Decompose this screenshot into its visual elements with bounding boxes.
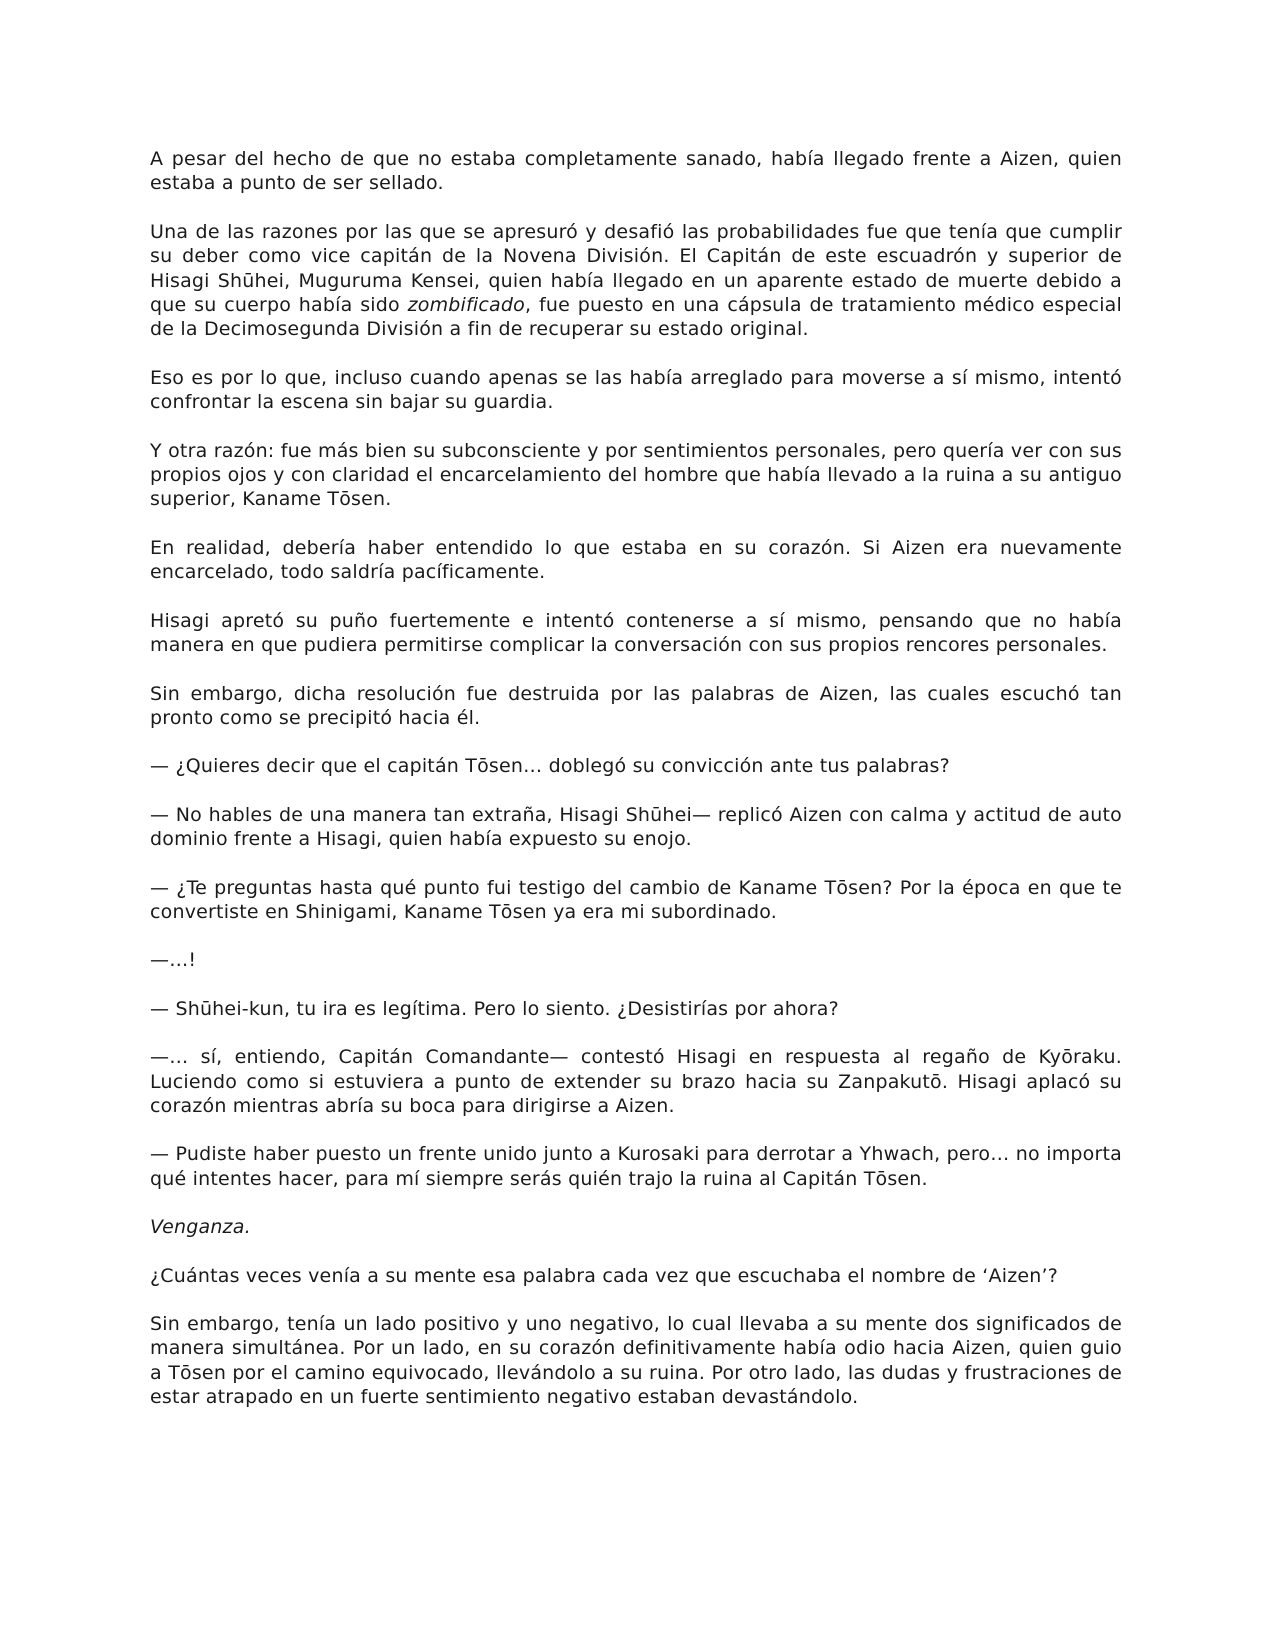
paragraph-final: Sin embargo, tenía un lado positivo y uno negativo, lo cual llevaba a su mente dos significados de manera simultánea. Por un lado, en su corazón definitivamente había odio hacia Aizen, quien guio a Tōsen por el camino equivocado, llevándolo a su ruina. Por otro lado, las dudas y frustraciones de estar atrapado en un fuerte sentimiento negativo estaban devastándolo. (150, 1313, 1122, 1409)
paragraph-4: Y otra razón: fue más bien su subconsciente y por sentimientos personales, pero quería ver con sus propios ojos y con claridad el encarcelamiento del hombre que había llevado a la ruina a su antiguo superior, Kaname Tōsen. (150, 439, 1122, 511)
dialogue-line-3: — ¿Te preguntas hasta qué punto fui testigo del cambio de Kaname Tōsen? Por la época en que te convertiste en Shinigami, Kaname Tōsen ya era mi subordinado. (150, 876, 1122, 923)
italic-word-venganza: Venganza. (150, 1216, 251, 1239)
paragraph-3: Eso es por lo que, incluso cuando apenas se las había arreglado para moverse a sí mismo, intentó confrontar la escena sin bajar su guardia. (150, 366, 1122, 414)
paragraph-6: Hisagi apretó su puño fuertemente e intentó contenerse a sí mismo, pensando que no había manera en que pudiera permitirse complicar la conversación con sus propios rencores personales. (150, 609, 1122, 657)
dialogue-line-6: —… sí, entiendo, Capitán Comandante— contestó Hisagi en respuesta al regaño de Kyōraku. Luciendo como si estuviera a punto de extender su brazo hacia su Zanpakutō. Hisagi aplacó su corazón mientras abría su boca para dirigirse a Aizen. (150, 1046, 1122, 1117)
document-page (150, 147, 1122, 1434)
paragraph-5: En realidad, debería haber entendido lo que estaba en su corazón. Si Aizen era nuevamente encarcelado, todo saldría pacíficamente. (150, 536, 1122, 584)
paragraph-2-italic-word: zombificado (407, 294, 525, 317)
dialogue-line-4: —…! (150, 949, 197, 972)
dialogue-line-5: — Shūhei-kun, tu ira es legítima. Pero lo siento. ¿Desistirías por ahora? (150, 997, 839, 1020)
paragraph-2 (150, 220, 1122, 342)
dialogue-line-1: — ¿Quieres decir que el capitán Tōsen… doblegó su convicción ante tus palabras? (150, 755, 950, 778)
dialogue-line-7: — Pudiste haber puesto un frente unido junto a Kurosaki para derrotar a Yhwach, pero… no importa qué intentes hacer, para mí siempre serás quién trajo la ruina al Capitán Tōsen. (150, 1143, 1122, 1190)
paragraph-question: ¿Cuántas veces venía a su mente esa palabra cada vez que escuchaba el nombre de ‘Aizen’? (150, 1264, 1059, 1287)
paragraph-1: A pesar del hecho de que no estaba completamente sanado, había llegado frente a Aizen, quien estaba a punto de ser sellado. (150, 148, 1122, 195)
paragraph-2-text-before: Una de las razones por las que se apresuró y desafió las probabilidades fue que tenía que cumplir su deber como vice capitán de la Novena División. El Capitán de este escuadrón y superior de Hisagi Shūhei, Muguruma Kensei, quien había llegado en un aparente estado de muerte debido a que su cuerpo había sido (150, 220, 1122, 317)
dialogue-line-2: — No hables de una manera tan extraña, Hisagi Shūhei— replicó Aizen con calma y actitud de auto dominio frente a Hisagi, quien había expuesto su enojo. (150, 803, 1122, 851)
paragraph-2-text-after: , fue puesto en una cápsula de tratamiento médico especial de la Decimosegunda División a fin de recuperar su estado original. (150, 294, 1122, 341)
paragraph-7: Sin embargo, dicha resolución fue destruida por las palabras de Aizen, las cuales escuchó tan pronto como se precipitó hacia él. (150, 682, 1122, 729)
italic-heading (150, 1215, 1122, 1239)
